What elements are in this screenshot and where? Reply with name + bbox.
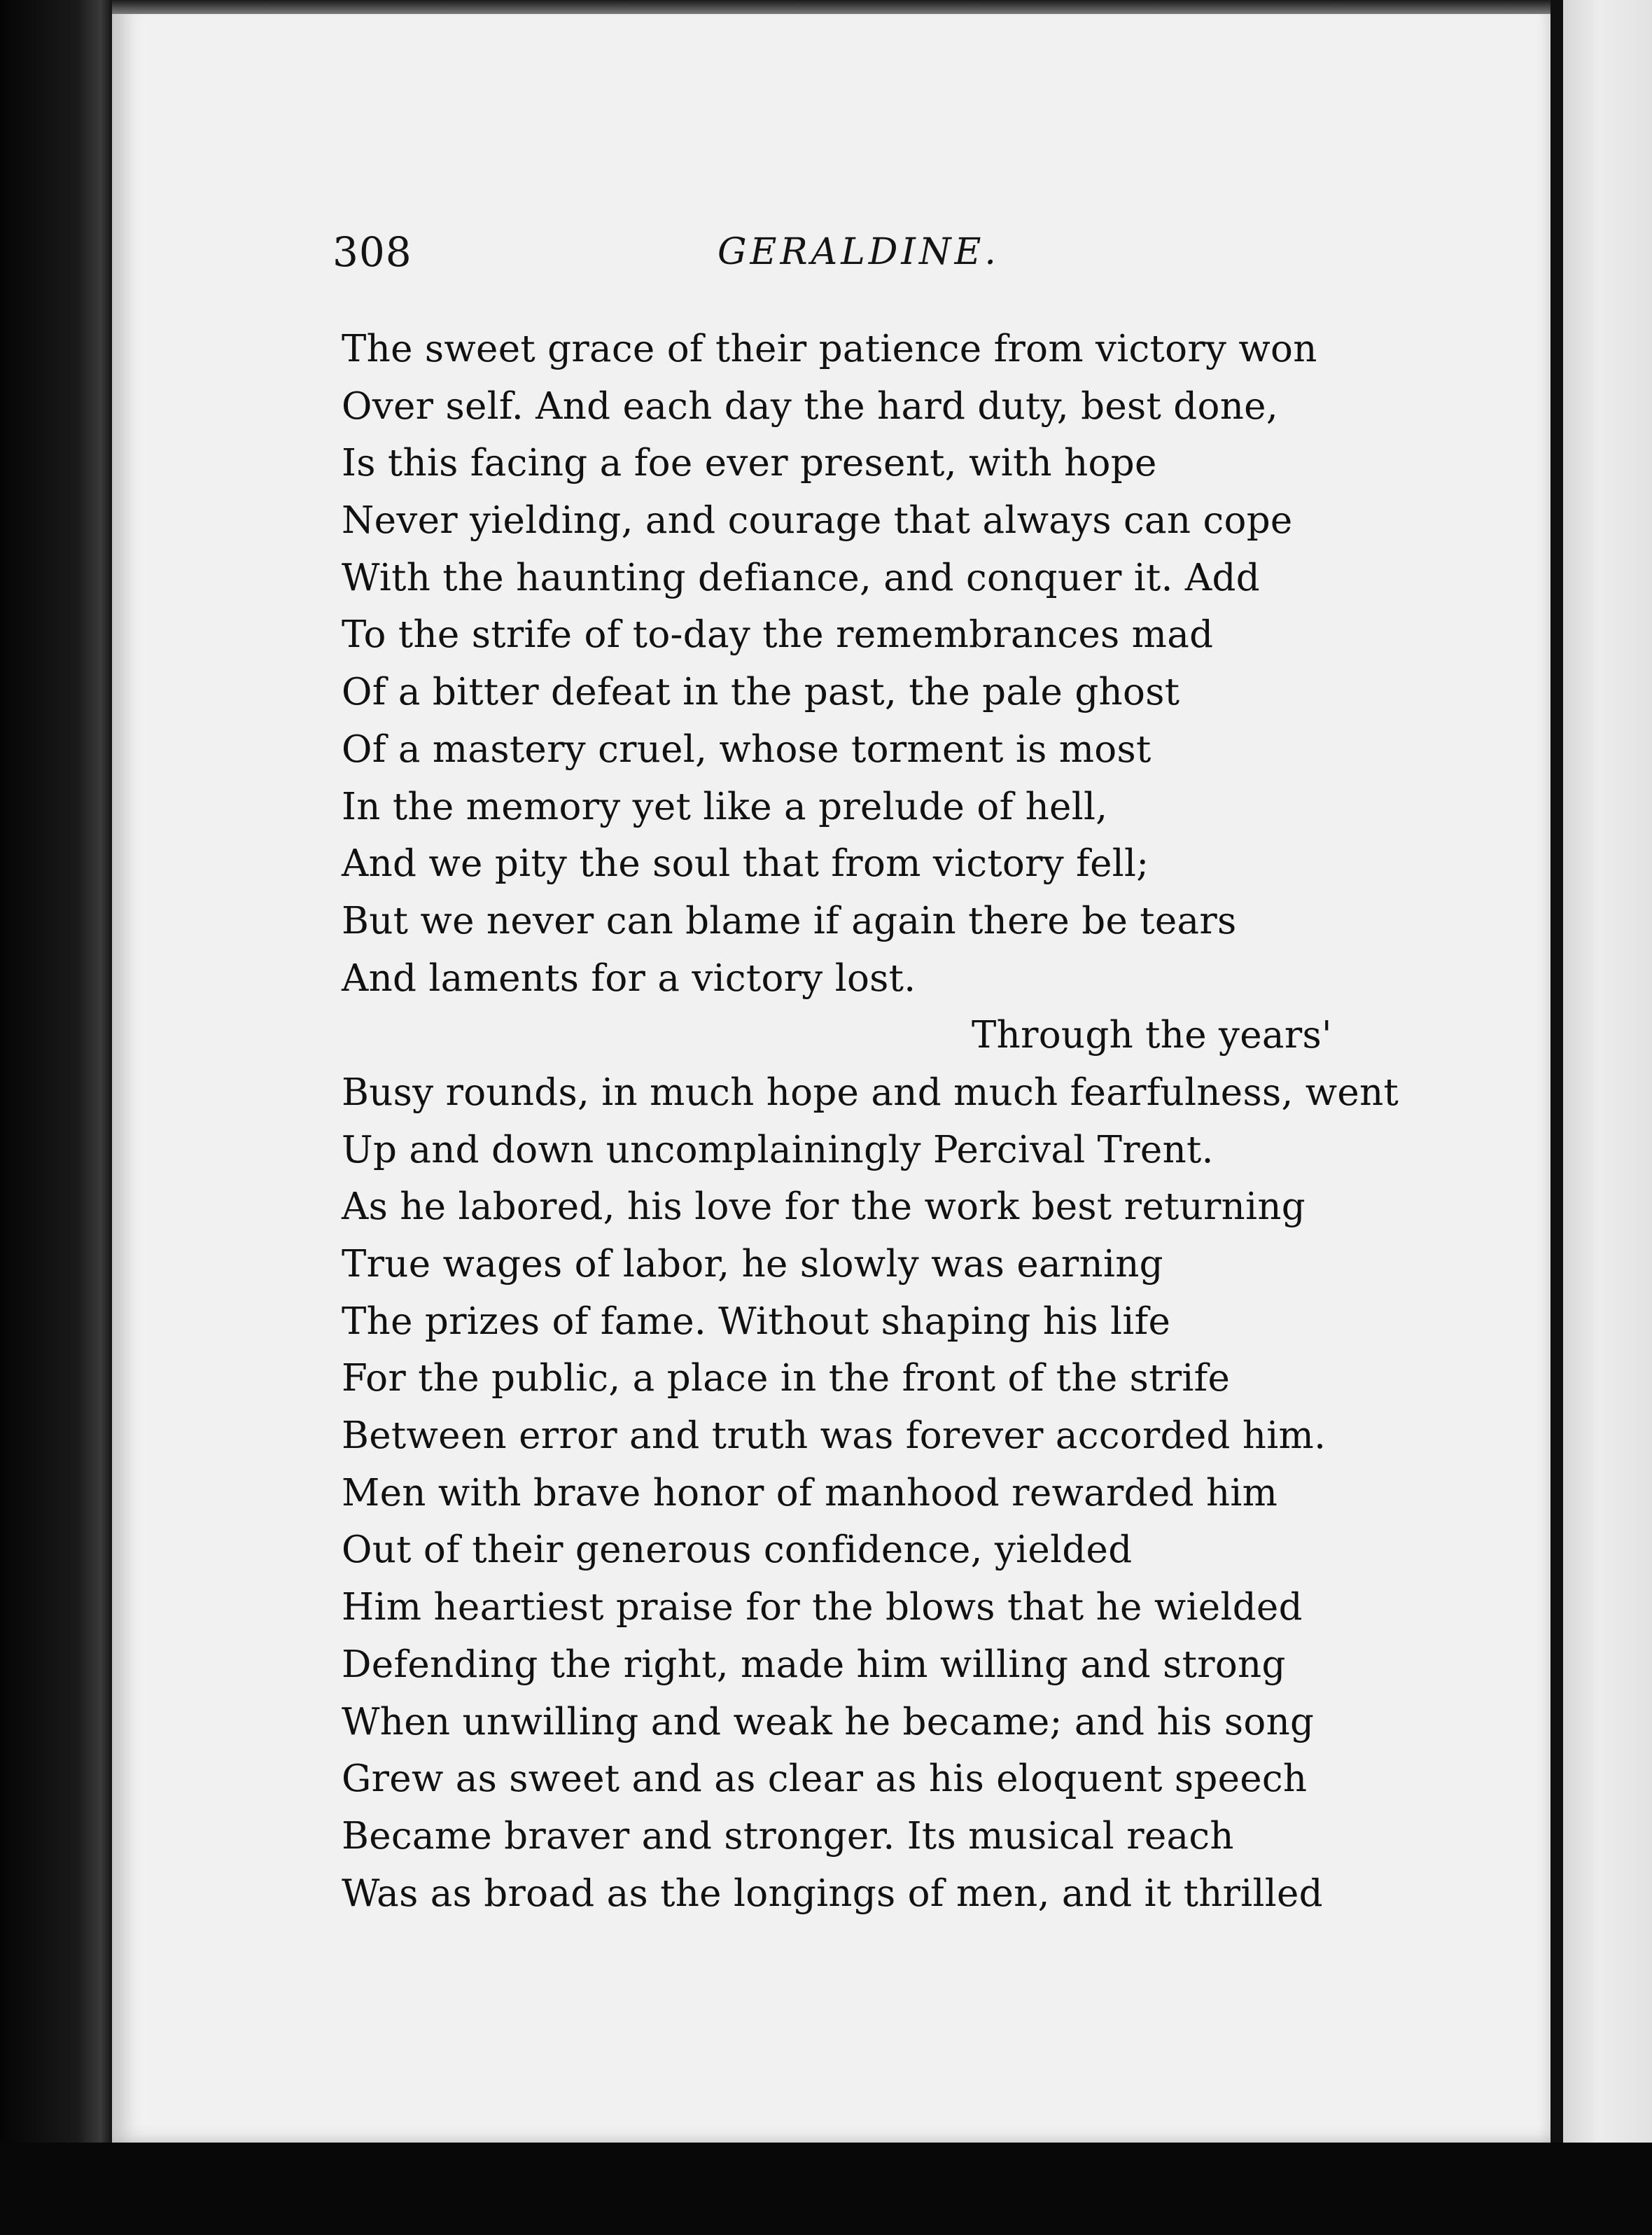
verse-line: Became braver and stronger. Its musical reach xyxy=(342,1814,1234,1858)
verse-line: Of a mastery cruel, whose torment is most xyxy=(342,727,1152,771)
verse-line: True wages of labor, he slowly was earning xyxy=(342,1243,1163,1286)
verse-line: Defending the right, made him willing and strong xyxy=(342,1643,1286,1686)
verse-line: Over self. And each day the hard duty, best done, xyxy=(342,384,1278,428)
verse-line: Between error and truth was forever accorded him. xyxy=(342,1414,1326,1458)
verse-line: Is this facing a foe ever present, with hope xyxy=(342,442,1157,485)
verse-line: Him heartiest praise for the blows that he wielded xyxy=(342,1586,1303,1629)
verse-line: The sweet grace of their patience from victory won xyxy=(342,328,1317,370)
page-number: 308 xyxy=(332,228,412,276)
verse-line: When unwilling and weak he became; and his song xyxy=(342,1700,1315,1743)
verse-line: For the public, a place in the front of the strife xyxy=(342,1357,1231,1400)
verse-line: Up and down uncomplainingly Percival Trent. xyxy=(342,1128,1214,1171)
verse-line: The prizes of fame. Without shaping his life xyxy=(342,1300,1171,1343)
verse-line: As he labored, his love for the work best returning xyxy=(342,1185,1306,1229)
verse-line: Was as broad as the longings of men, and it thrilled xyxy=(342,1872,1323,1915)
verse-line: Men with brave honor of manhood rewarded him xyxy=(342,1471,1278,1515)
running-head xyxy=(332,224,1382,280)
verse-line: Busy rounds, in much hope and much fearfulness, went xyxy=(342,1071,1399,1114)
verse-line: Of a bitter defeat in the past, the pale ghost xyxy=(342,671,1180,714)
adjacent-page-edge xyxy=(1563,0,1652,2157)
verse-line: But we never can blame if again there be tears xyxy=(342,899,1237,942)
verse-line: In the memory yet like a prelude of hell, xyxy=(342,785,1108,828)
page-gutter xyxy=(1550,0,1563,2235)
verse-line: Out of their generous confidence, yielded xyxy=(342,1529,1133,1572)
verse-line: And we pity the soul that from victory fell; xyxy=(342,842,1149,886)
verse-line: Never yielding, and courage that always can cope xyxy=(342,499,1293,543)
bottom-scan-border xyxy=(0,2143,1652,2235)
verse-line: To the strife of to-day the remembrances mad xyxy=(342,613,1214,657)
verse-line: Grew as sweet and as clear as his eloquent speech xyxy=(342,1757,1308,1801)
verse-line: With the haunting defiance, and conquer it. Add xyxy=(342,556,1260,599)
top-scan-border xyxy=(112,0,1550,14)
verse-line-indented: Through the years' xyxy=(972,1014,1332,1057)
running-title: GERALDINE. xyxy=(718,231,1000,273)
verse-block xyxy=(342,321,1434,1922)
verse-line: And laments for a victory lost. xyxy=(342,956,916,1000)
